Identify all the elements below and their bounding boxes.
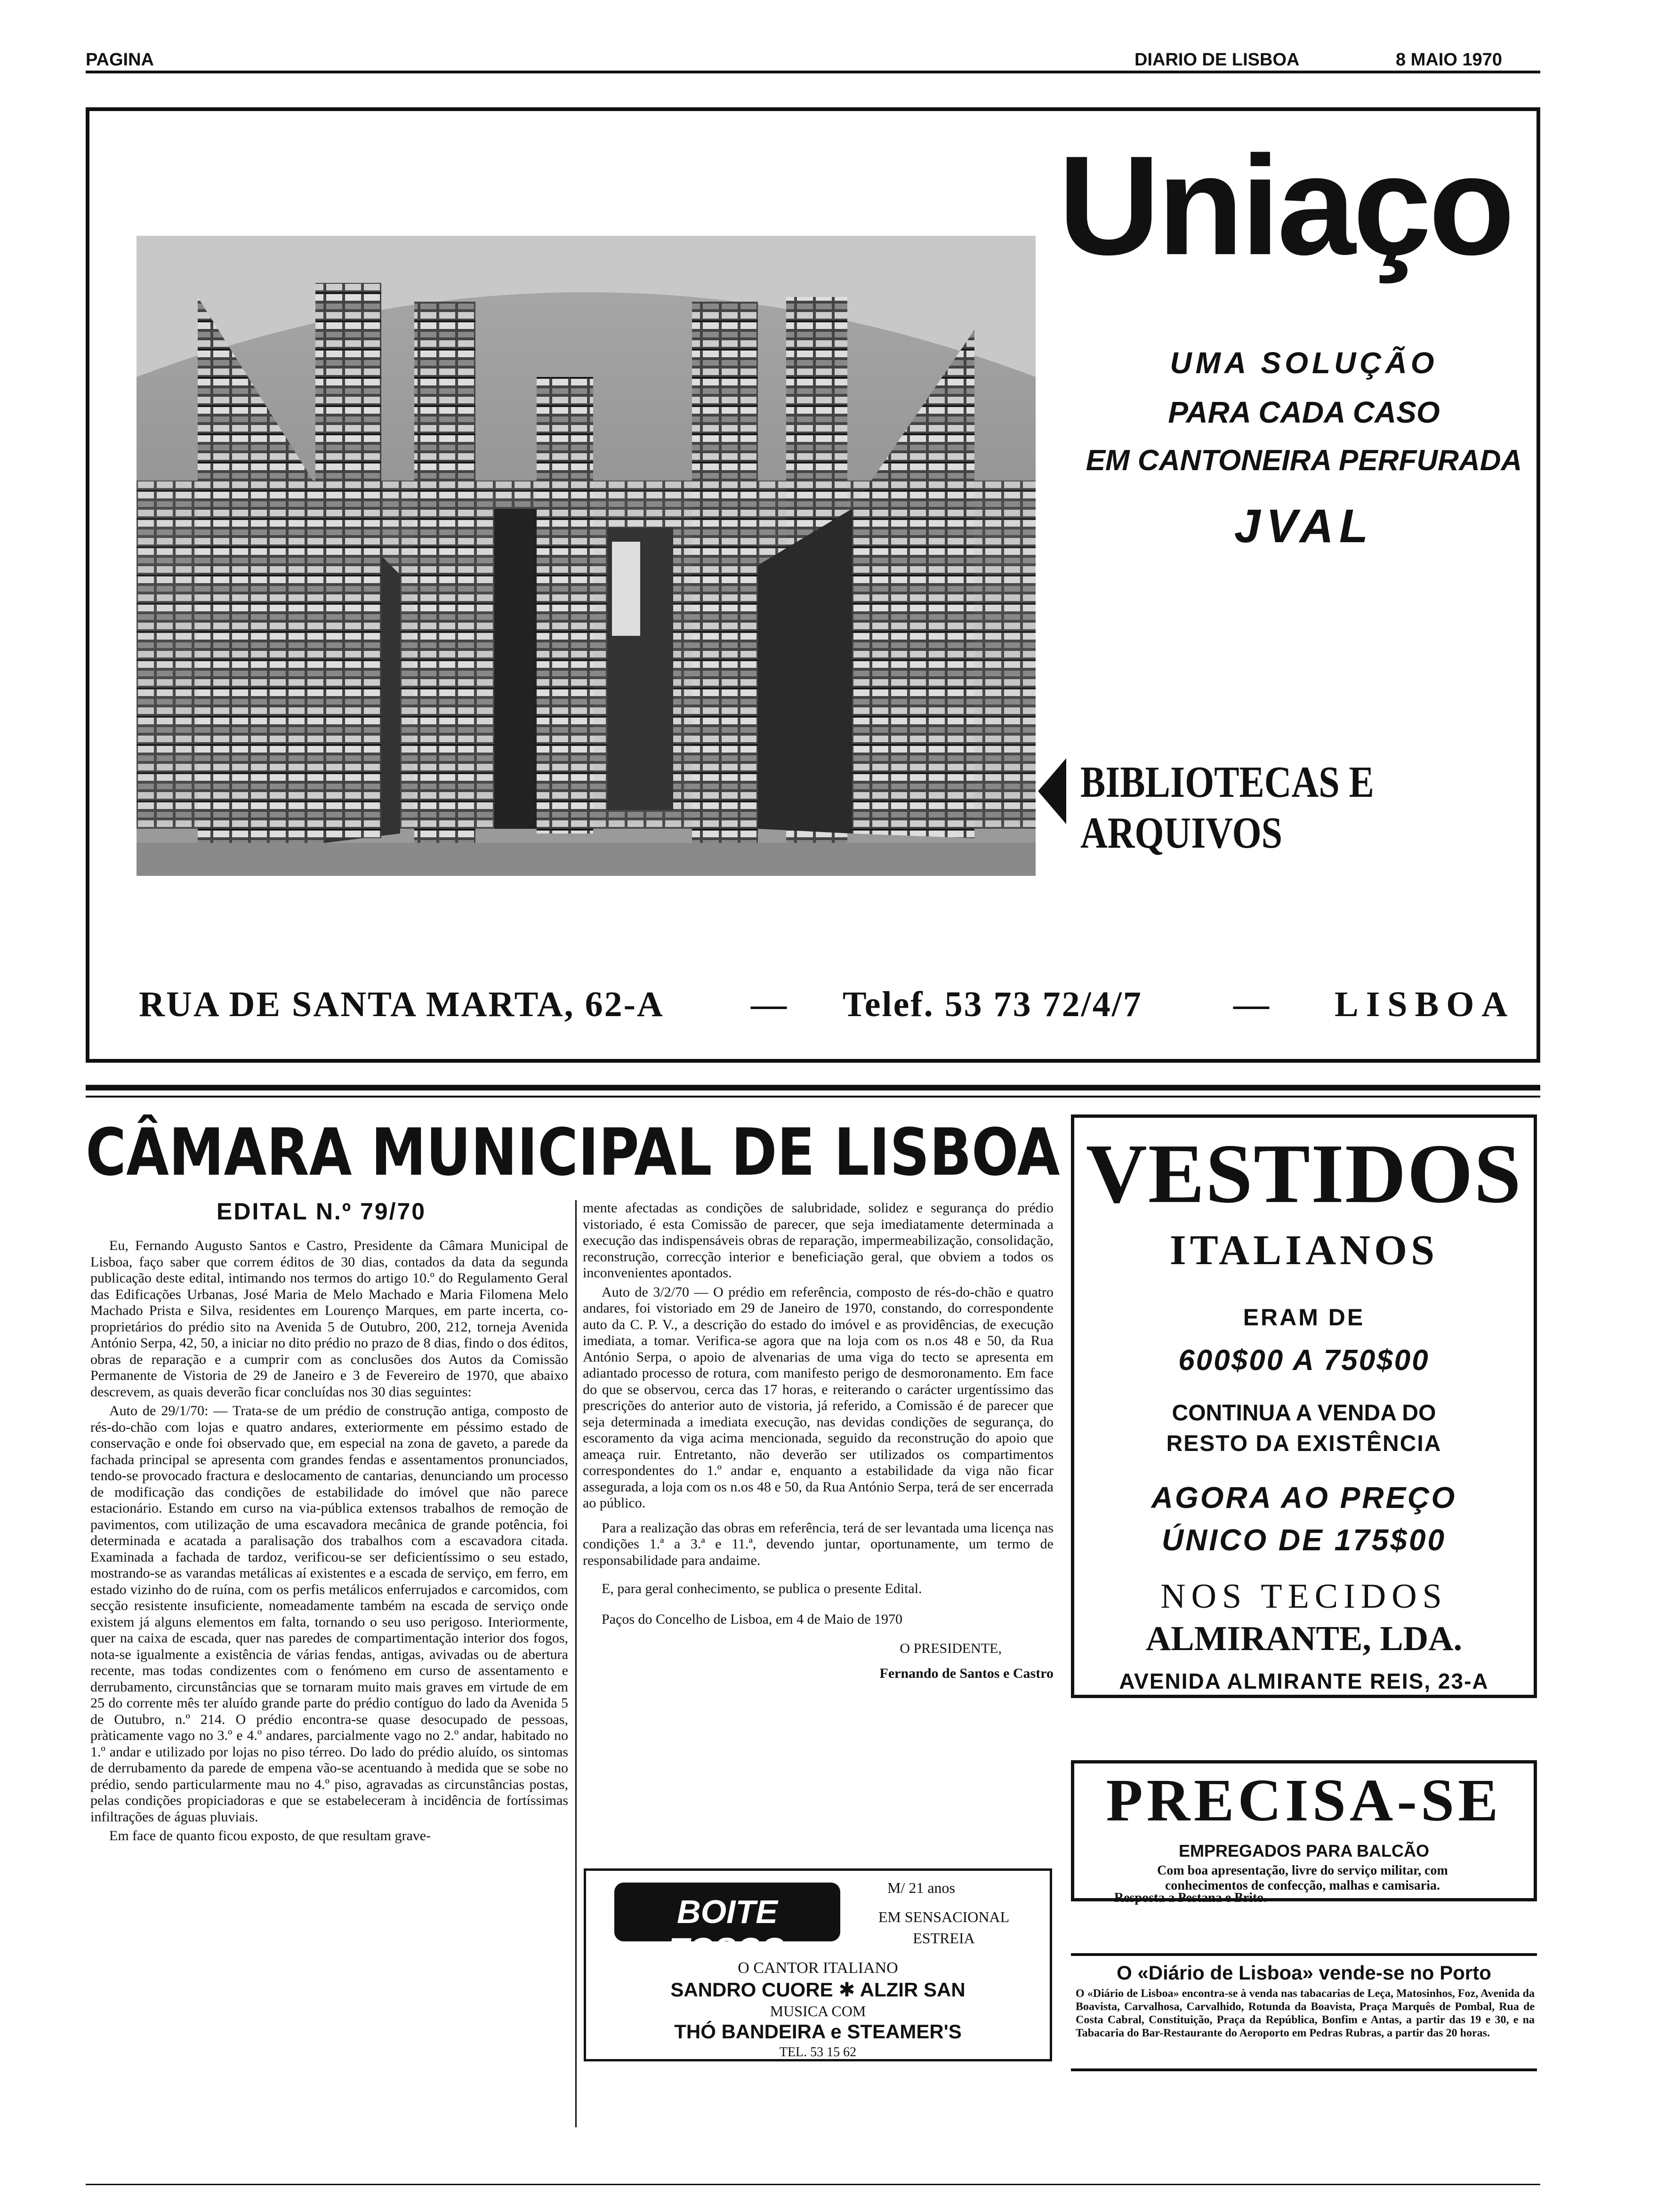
slogan-line-2: PARA CADA CASO — [1168, 395, 1440, 429]
edital-title: CÂMARA MUNICIPAL DE LISBOA — [86, 1114, 1060, 1190]
signer-title: O PRESIDENTE, — [900, 1641, 1002, 1656]
section-rule-thin — [86, 1096, 1540, 1098]
edital-number: EDITAL N.º 79/70 — [217, 1198, 426, 1225]
auto-3-2-70: Auto de 3/2/70 — O prédio em referência, composto de rés-do-chão e quatro andares, foi vistoriado em 29 de Janeiro de 1970, constando, do correspondente auto da C. P. V., a descrição do estado do imóvel e as providências, de execução imediata, a tomar. Verifica-se agora que na loja com os n.os 48 e 50, da Rua António Serpa, o apoio de alvenarias de uma viga do tecto se apresenta em adiantado processo de rotura, com manifesto perigo de desmoronamento. Em face do que se observou, cerca das 17 horas, e reiterando o carácter urgentíssimo das prescrições do anterior auto de vistoria, já referido, a Comissão é de parecer que seja determinada a imediata execução, nas devidas condições de segurança, do escoramento da viga acima mencionada, seguido da reconstrução do apoio que ameaça ruir. Entretanto, não deverão ser utilizados os compartimentos correspondentes do 1.º andar e, enquanto a estabilidade da viga não ficar assegurada, a loja com os n.os 48 e 50, da Rua António Serpa, terá de ser encerrada ao público. — [583, 1284, 1054, 1511]
old-prices: 600$00 A 750$00 — [1178, 1344, 1430, 1377]
edital-col1-end: Em face de quanto ficou exposto, de que resultam grave- — [109, 1828, 431, 1843]
shelving-image — [137, 236, 1036, 876]
resto-line: RESTO DA EXISTÊNCIA — [1166, 1431, 1442, 1456]
music-label: MUSICA COM — [770, 2003, 866, 2020]
slogan-line-1: UMA SOLUÇÃO — [1170, 346, 1438, 380]
issue-date: 8 MAIO 1970 — [1396, 50, 1502, 70]
tosco-logo-text: BOITE TOSCO — [669, 1893, 786, 1968]
edital-column-1 — [90, 1238, 568, 2132]
band-names: THÓ BANDEIRA e STEAMER'S — [674, 2020, 962, 2043]
product-name: JVAL — [1234, 500, 1374, 553]
artist-names: SANDRO CUORE ✱ ALZIR SAN — [670, 1979, 965, 2001]
precisa-subtitle: EMPREGADOS PARA BALCÃO — [1178, 1841, 1430, 1860]
ad-dash-1: — — [751, 985, 787, 1024]
newspaper-name: DIARIO DE LISBOA — [1134, 50, 1300, 70]
tosco-ad — [584, 1868, 1052, 2061]
vestidos-subtitle: ITALIANOS — [1169, 1227, 1439, 1274]
porto-body: O «Diário de Lisboa» encontra-se à venda nas tabacarias de Leça, Matosinhos, Foz, Avenida da Boavista, Carvalhosa, Carvalhido, Rotunda da Boavista, Praça Marquês de Pombal, Rua de Costa Cabral, Constituição, Praça da República, Bonfim e Antas, a partir das 19 e 30, e na Tabacaria do Bar-Restaurante do Aeroporto em Pedras Rubras, a partir das 20 horas. — [1076, 1988, 1535, 2039]
uniaco-logo: Uniaço — [1058, 126, 1512, 284]
age-rating: M/ 21 anos — [887, 1879, 955, 1896]
section-rule-thick — [86, 1085, 1540, 1090]
store-line-1: NOS TECIDOS — [1160, 1577, 1448, 1616]
notice-rule-bottom — [1071, 2068, 1537, 2071]
continua-line: CONTINUA A VENDA DO — [1172, 1401, 1436, 1426]
footer-rule — [86, 2184, 1540, 2185]
ad-phone: Telef. 53 73 72/4/7 — [843, 985, 1142, 1024]
porto-title: O «Diário de Lisboa» vende-se no Porto — [1117, 1962, 1491, 1984]
singer-label: O CANTOR ITALIANO — [738, 1959, 898, 1977]
offer-line-2: ÚNICO DE 175$00 — [1161, 1523, 1447, 1557]
arrow-left-icon — [1038, 758, 1066, 824]
shelving-photo — [137, 236, 1036, 876]
precisa-body: Com boa apresentação, livre do serviço militar, com conhecimentos de confecção, malhas e camisaria. — [1157, 1863, 1448, 1893]
uniaco-ad — [86, 107, 1540, 1063]
page-label: PAGINA — [86, 50, 154, 70]
vestidos-ad — [1071, 1114, 1537, 1698]
ad-dash-2: — — [1233, 985, 1269, 1024]
publication-line: E, para geral conhecimento, se publica o presente Edital. — [602, 1581, 922, 1596]
edital-intro: Eu, Fernando Augusto Santos e Castro, Presidente da Câmara Municipal de Lisboa, faço saber que correm éditos de 30 dias, contados da data da segunda publicação deste edital, intimando nos termos do artigo 10.º do Regulamento Geral das Edificações Urbanas, José Maria de Melo Machado e Maria Filomena Melo Machado Prista e Silva, residentes em Lourenço Marques, em parte incerta, co-proprietários do prédio sito na Avenida 5 de Outubro, 200, 212, torneja Avenida António Serpa, 42, 50, a iniciar no dito prédio no prazo de 8 dias, findo o dos éditos, obras de reparação e a cumprir com as conclusões dos Autos da Comissão Permanente de Vistoria de 29 de Janeiro e 3 de Fevereiro de 1970, que abaixo descrevem, as quais deverão ficar concluídas nos 30 dias seguintes: — [90, 1238, 568, 1400]
tosco-logo — [614, 1883, 840, 1968]
event-line-2: ESTREIA — [913, 1930, 975, 1947]
event-line-1: EM SENSACIONAL — [878, 1908, 1010, 1925]
offer-line-1: AGORA AO PREÇO — [1151, 1481, 1457, 1515]
precisa-ad — [1071, 1760, 1537, 1905]
licence-paragraph: Para a realização das obras em referência, terá de ser levantada uma licença nas condições 1.ª a 3.ª e 11.ª, devendo juntar, oportunamente, um termo de responsabilidade para andaime. — [583, 1520, 1054, 1568]
tosco-phone: TEL. 53 15 62 — [779, 2045, 857, 2060]
ad-city: LISBOA — [1335, 985, 1515, 1024]
precisa-title: PRECISA-SE — [1106, 1767, 1502, 1834]
auto-29-1-70: Auto de 29/1/70: — Trata-se de um prédio de construção antiga, composto de rés-do-chão com lojas e quatro andares, exteriormente em péssimo estado de conservação e onde foi observado que, em especial na zona de gaveto, a parede da fachada principal se apresenta com grandes fendas e assentamentos pronunciados, tendo-se provocado fractura e deslocamento de cantarias, denunciando um processo de modificação das condições de estabilidade do imóvel que não parece estacionário. Estando em curso na via-pública extensos trabalhos de remoção de pavimentos, com utilização de uma escavadora mecânica de grande potência, foi determinada e acatada a paralisação dos trabalhos com a escavadora citada. Examinada a fachada de tardoz, verificou-se ser deficientíssimo o seu estado, mostrando-se as varandas metálicas aí existentes e a escada de serviço, em ferro, em estado vizinho do de ruína, com os perfis metálicos enferrujados e carcomidos, com secção resistente insuficiente, nomeadamente também na escada de serviço onde existem já alguns elementos em falta, tornando o seu uso perigoso. Interiormente, quer na caixa de escada, quer nas paredes de compartimentação interior dos fogos, nota-se igualmente a existência de várias fendas, antigas, avivadas ou de abertura recente, mas todas condizentes com o fenómeno em curso de assentamento e derrubamento, circunstâncias que se tornaram muito mais graves em virtude de em 25 do corrente mês ter aluído grande parte do prédio contíguo do lado da Avenida 5 de Outubro, n.º 214. O prédio encontra-se quase desocupado de pessoas, pràticamente vago no 3.º e 4.º andares, parcialmente vago no 2.º andar, habitado no 1.º andar e utilizado por lojas no piso térreo. Do lado do prédio aluído, os sintomas de derrubamento da parede de empena vão-se acentuando à medida que se sobe no prédio, sendo particularmente mau no 4.º piso, agravadas as circunstâncias postas, pelas condições propiciadoras e que se estabeleceram à incidência de fortíssimas infiltrações de águas pluviais. — [90, 1403, 568, 1825]
store-line-2: ALMIRANTE, LDA. — [1145, 1619, 1463, 1658]
notice-rule-top — [1071, 1953, 1537, 1956]
edital-column-2 — [583, 1200, 1054, 1812]
precisa-contact: Resposta a Pestana e Brito. — [1114, 1891, 1267, 1905]
slogan-line-3: EM CANTONEIRA PERFURADA — [1086, 444, 1522, 477]
ad-address: RUA DE SANTA MARTA, 62-A — [139, 985, 664, 1024]
vestidos-title: VESTIDOS — [1086, 1127, 1522, 1220]
header-rule — [86, 71, 1540, 73]
signer-name: Fernando de Santos e Castro — [879, 1665, 1054, 1681]
was-label: ERAM DE — [1243, 1304, 1365, 1330]
place-date: Paços do Concelho de Lisboa, em 4 de Maio de 1970 — [602, 1611, 903, 1627]
category-label: BIBLIOTECAS E ARQUIVOS — [1080, 758, 1374, 858]
store-address: AVENIDA ALMIRANTE REIS, 23-A — [1119, 1669, 1489, 1693]
column-divider — [575, 1200, 577, 2127]
edital-col2-start: mente afectadas as condições de salubridade, solidez e segurança do prédio vistoriado, é esta Comissão de parecer, que seja imediatamente determinada a execução das indispensáveis obras de reparação, impermeabilização, consolidação, reconstrução, correcção interior e beneficiação geral, que obviem a todos os inconvenientes apontados. — [583, 1200, 1054, 1281]
